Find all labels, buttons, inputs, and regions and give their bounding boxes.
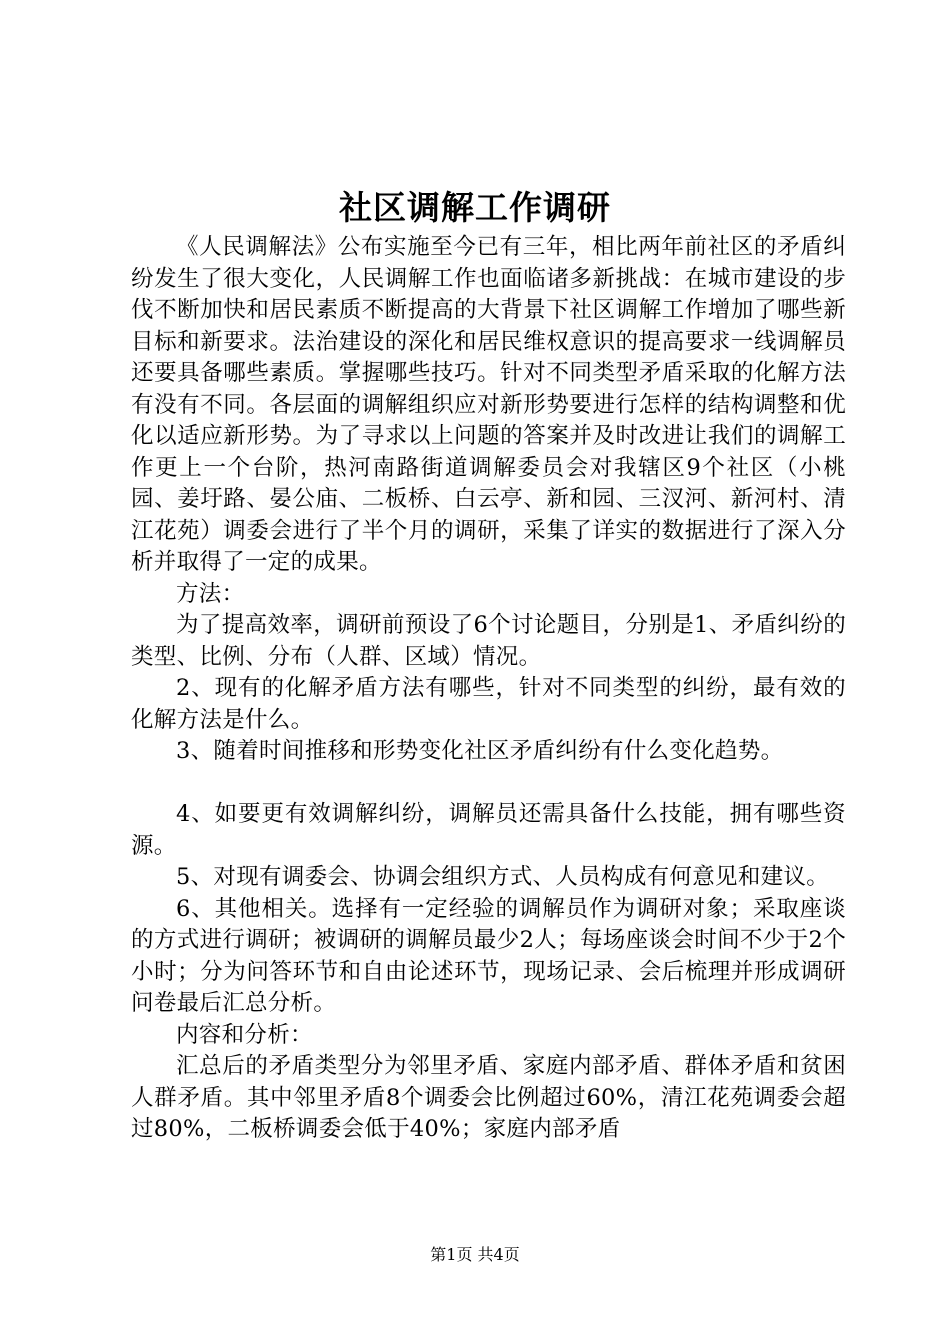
paragraph-topic-3: 3、随着时间推移和形势变化社区矛盾纠纷有什么变化趋势。 bbox=[176, 738, 784, 764]
paragraph-intro: 《人民调解法》公布实施至今已有三年，相比两年前社区的矛盾纠纷发生了很大变化，人民调解工作也面临诸多新挑战：在城市建设的步伐不断加快和居民素质不断提高的大背景下社区调解工作增加了哪些新目标和新要求。法治建设的深化和居民维权意识的提高要求一线调解员还要具备哪些素质。掌握哪些技巧。针对不同类型矛盾采取的化解方法有没有不同。各层面的调解组织应对新形势要进行怎样的结构调整和优化以适应新形势。为了寻求以上问题的答案并及时改进让我们的调解工作更上一个台阶，热河南路街道调解委员会对我辖区9个社区（小桃园、姜圩路、晏公庙、二板桥、白云亭、新和园、三汊河、新河村、清江花苑）调委会进行了半个月的调研，采集了详实的数据进行了深入分析并取得了一定的成果。 bbox=[131, 234, 846, 575]
paragraph-topic-4: 4、如要更有效调解纠纷，调解员还需具备什么技能，拥有哪些资源。 bbox=[131, 801, 846, 859]
paragraph-topic-1: 为了提高效率，调研前预设了6个讨论题目，分别是1、矛盾纠纷的类型、比例、分布（人群、区域）情况。 bbox=[131, 612, 846, 670]
page-footer: 第1页 共4页 bbox=[430, 1245, 520, 1264]
paragraph-analysis: 汇总后的矛盾类型分为邻里矛盾、家庭内部矛盾、群体矛盾和贫困人群矛盾。其中邻里矛盾8个调委会比例超过60%，清江花苑调委会超过80%，二板桥调委会低于40%；家庭内部矛盾 bbox=[131, 1053, 846, 1142]
document-body bbox=[131, 232, 846, 1146]
paragraph-method-heading: 方法： bbox=[176, 580, 245, 607]
page-title: 社区调解工作调研 bbox=[339, 188, 611, 227]
paragraph-topic-2: 2、现有的化解矛盾方法有哪些，针对不同类型的纠纷，最有效的化解方法是什么。 bbox=[131, 675, 846, 733]
paragraph-content-heading: 内容和分析： bbox=[176, 1021, 313, 1048]
paragraph-topic-6: 6、其他相关。选择有一定经验的调解员作为调研对象；采取座谈的方式进行调研；被调研的调解员最少2人；每场座谈会时间不少于2个小时；分为问答环节和自由论述环节，现场记录、会后梳理并形成调研问卷最后汇总分析。 bbox=[131, 895, 846, 1016]
paragraph-topic-5: 5、对现有调委会、协调会组织方式、人员构成有何意见和建议。 bbox=[176, 864, 830, 890]
